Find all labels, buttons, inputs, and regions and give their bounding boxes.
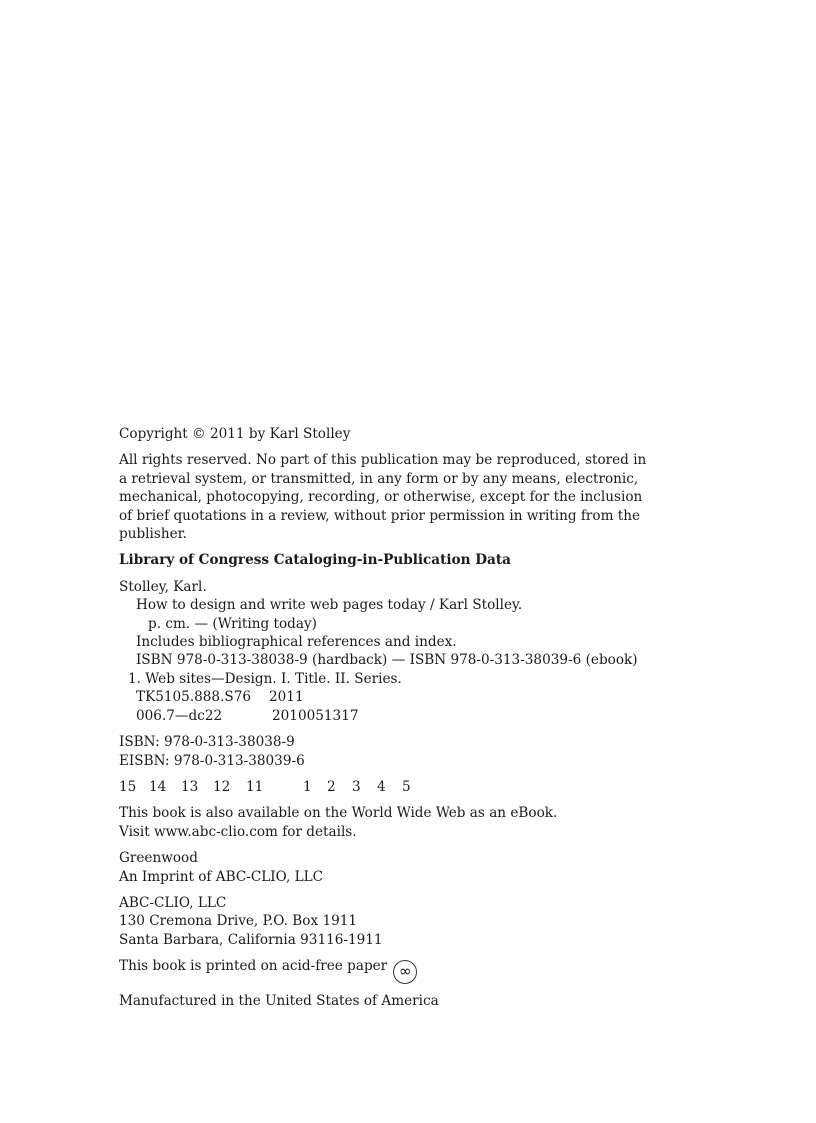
- publisher-name: ABC-CLIO, LLC: [119, 894, 227, 911]
- ebook-note-line: Visit www.abc-clio.com for details.: [119, 823, 357, 840]
- rights-line: publisher.: [119, 526, 187, 543]
- publisher-city: Santa Barbara, California 93116-1911: [119, 931, 383, 948]
- copyright-text: Copyright © 2011 by Karl Stolley: [119, 426, 351, 442]
- cip-lc-year: 2011: [269, 689, 304, 706]
- paper-note: [119, 957, 639, 984]
- print-impression: 4: [377, 778, 386, 795]
- print-year: 14: [149, 778, 167, 795]
- print-impression: 5: [402, 778, 411, 795]
- paper-note-line: [119, 957, 639, 984]
- manufactured-text: Manufactured in the United States of America: [119, 993, 439, 1010]
- cip-subjects: 1. Web sites—Design. I. Title. II. Series.: [128, 670, 402, 687]
- imprint-block: [119, 849, 639, 886]
- manufactured-note: [119, 992, 639, 1010]
- eisbn-line: EISBN: 978-0-313-38039-6: [119, 752, 305, 769]
- isbn-line: ISBN: 978-0-313-38038-9: [119, 734, 295, 751]
- cip-heading-text: Library of Congress Cataloging-in-Publication Data: [119, 552, 511, 569]
- copyright-page: [119, 425, 647, 1011]
- isbn-block: [119, 733, 639, 770]
- imprint-of: An Imprint of ABC-CLIO, LLC: [119, 868, 324, 885]
- print-line: [119, 778, 639, 796]
- paper-note-text: This book is printed on acid-free paper: [119, 958, 388, 975]
- rights-line: of brief quotations in a review, without prior permission in writing from the: [119, 507, 641, 524]
- print-line-numbers: [119, 778, 639, 796]
- cip-dewey: 006.7—dc22: [136, 707, 223, 724]
- cip-record: [119, 578, 639, 725]
- print-impression: 3: [352, 778, 361, 795]
- print-year: 15: [119, 778, 137, 795]
- cip-lc-class-line: [119, 688, 639, 706]
- cip-physical: p. cm. — (Writing today): [148, 615, 317, 632]
- print-impression: 1: [303, 778, 312, 795]
- infinity-paper-icon: ∞: [393, 960, 417, 984]
- cip-dewey-line: [119, 707, 639, 725]
- publisher-address: [119, 894, 639, 949]
- cip-author: Stolley, Karl.: [119, 578, 207, 595]
- cip-title: How to design and write web pages today / Karl Stolley.: [136, 597, 523, 614]
- cip-heading: [119, 551, 639, 569]
- imprint-name: Greenwood: [119, 850, 198, 867]
- rights-line: a retrieval system, or transmitted, in any form or by any means, electronic,: [119, 470, 639, 487]
- cip-notes: Includes bibliographical references and index.: [136, 634, 457, 651]
- print-year: 13: [181, 778, 199, 795]
- ebook-note-line: This book is also available on the World Wide Web as an eBook.: [119, 805, 558, 822]
- publisher-street: 130 Cremona Drive, P.O. Box 1911: [119, 913, 358, 930]
- rights-statement: [119, 451, 647, 543]
- print-year: 11: [246, 778, 264, 795]
- print-year: 12: [213, 778, 231, 795]
- rights-line: mechanical, photocopying, recording, or otherwise, except for the inclusion: [119, 489, 643, 506]
- ebook-note: [119, 804, 639, 841]
- cip-lc-class: TK5105.888.S76: [136, 689, 252, 706]
- cip-isbn: ISBN 978-0-313-38038-9 (hardback) — ISBN 978-0-313-38039-6 (ebook): [136, 652, 638, 669]
- print-impression: 2: [327, 778, 336, 795]
- rights-line: All rights reserved. No part of this publication may be reproduced, stored in: [119, 452, 647, 469]
- copyright-line: [119, 425, 639, 443]
- cip-lccn: 2010051317: [272, 707, 359, 724]
